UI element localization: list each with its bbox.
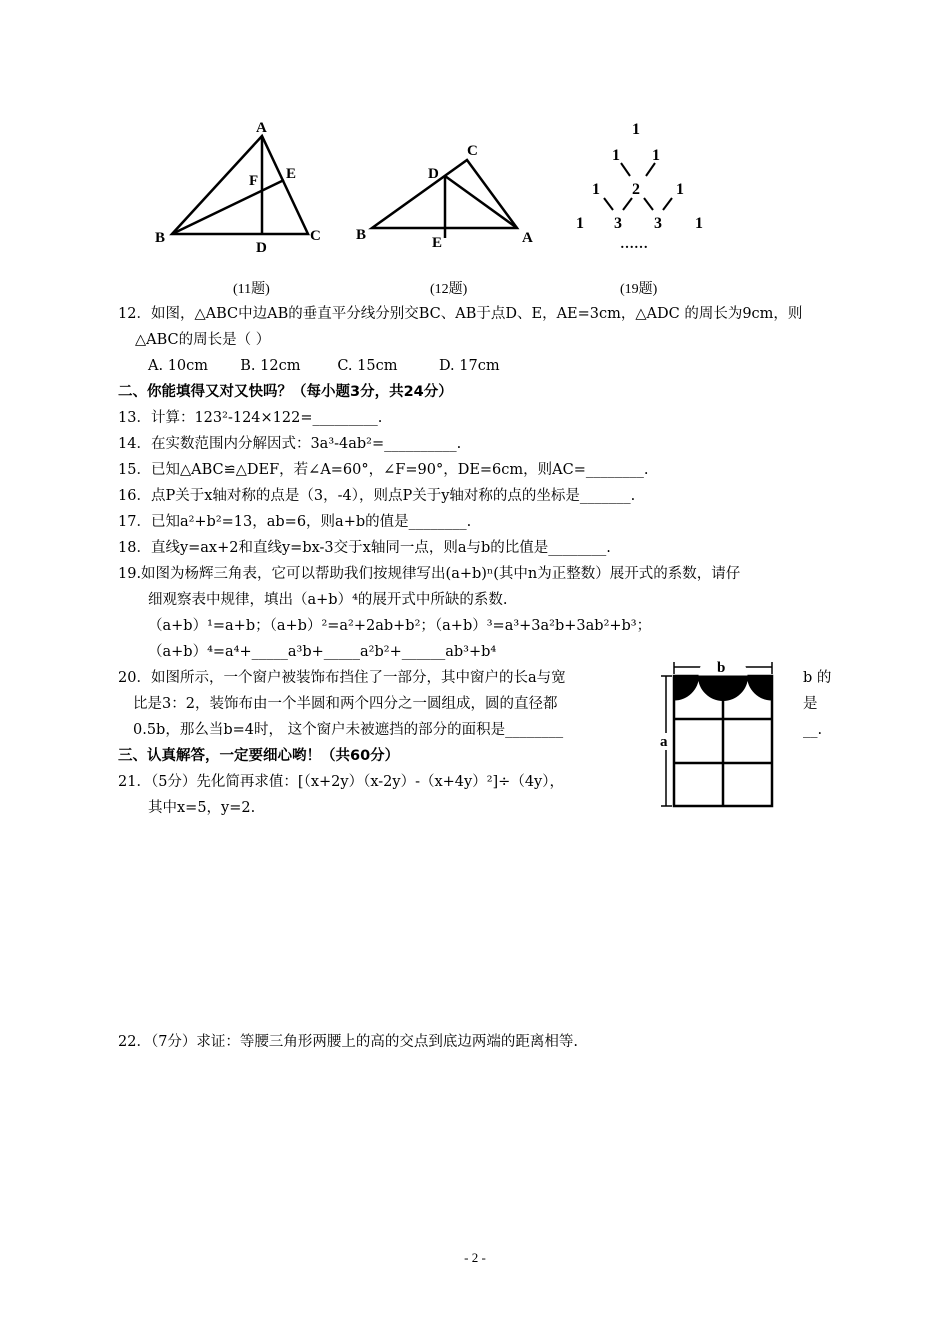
figure-12 [352,138,542,253]
q20-line1: 20．如图所示，一个窗户被装饰布挡住了一部分，其中窗户的长a与宽 [118,670,566,686]
label-D: D [428,166,439,182]
label-B: B [356,227,367,243]
label-E: E [432,235,443,251]
yh-r3-c3: 1 [695,215,703,232]
q12-line1: 12．如图，△ABC中边AB的垂直平分线分别交BC、AB于点D、E，AE=3cm，△ADC 的周长为9cm，则 [118,306,803,322]
label-B: B [155,230,166,246]
caption-19: (19题) [620,282,658,297]
label-E: E [286,166,297,182]
q19-line4: （a+b）⁴=a⁴+_____a³b+_____a²b²+______ab³+b⁴ [148,644,497,660]
yh-ellipsis: …… [620,237,648,252]
q19-line1: 19.如图为杨辉三角表，它可以帮助我们按规律写出(a+b)ⁿ(其中n为正整数）展开式的系数，请仔 [118,566,741,582]
page-number: - 2 - [464,1250,486,1265]
q19-line2: 细观察表中规律，填出（a+b）⁴的展开式中所缺的系数. [148,592,508,608]
yh-r3-c0: 1 [576,215,584,232]
label-b: b [717,660,726,676]
q21-line2: 其中x=5，y=2. [148,800,256,816]
q16: 16．点P关于x轴对称的点是（3，-4），则点P关于y轴对称的点的坐标是_______. [118,488,636,504]
yh-r3-c2: 3 [654,215,662,232]
q20-line2: 比是3：2，装饰布由一个半圆和两个四分之一圆组成，圆的直径都 [133,696,558,712]
q12-line2: △ABC的周长是（ ） [135,332,271,348]
section-3-heading: 三、认真解答，一定要细心哟！（共60分） [118,748,400,764]
q17: 17．已知a²+b²=13，ab=6，则a+b的值是________. [118,514,472,530]
caption-12: (12题) [430,282,468,297]
q13: 13．计算：123²-124×122=_________. [118,410,383,426]
q15: 15．已知△ABC≌△DEF，若∠A=60°，∠F=90°，DE=6cm，则AC=________. [118,462,649,478]
q12-options: A. 10cm B. 12cm C. 15cm D. 17cm [148,358,500,374]
label-a: a [660,734,668,750]
caption-11: (11题) [233,282,270,297]
q20-line2-tail: 是 [803,696,818,712]
yh-r2-c0: 1 [592,181,600,198]
q22: 22．（7分）求证：等腰三角形两腰上的高的交点到底边两端的距离相等. [118,1034,579,1050]
label-C: C [467,143,478,159]
label-A: A [256,120,267,136]
yh-r1-c0: 1 [612,147,620,164]
label-F: F [249,173,259,189]
q14: 14．在实数范围内分解因式：3a³-4ab²=__________. [118,436,462,452]
yh-r0-c0: 1 [632,121,640,138]
q21-line1: 21．（5分）先化简再求值：[（x+2y）（x-2y）-（x+4y）²]÷（4y）， [118,774,564,790]
q20-line3: 0.5b，那么当b=4时， 这个窗户未被遮挡的部分的面积是________ [133,722,564,738]
yh-r2-c2: 1 [676,181,684,198]
label-D: D [256,240,267,256]
q20-line3-tail: __. [803,722,823,738]
label-A: A [522,230,533,246]
q20-line1-tail: b 的 [803,670,832,686]
q19-line3: （a+b）¹=a+b；（a+b）²=a²+2ab+b²；（a+b）³=a³+3a²b+3ab²+b³； [148,618,652,634]
figure-20-window [656,658,781,813]
figure-11 [150,118,340,258]
yh-r3-c1: 3 [614,215,622,232]
figure-19-triangle [568,118,718,258]
yh-r1-c1: 1 [652,147,660,164]
q18: 18．直线y=ax+2和直线y=bx-3交于x轴同一点，则a与b的比值是________. [118,540,611,556]
yh-r2-c1: 2 [632,181,640,198]
label-C: C [310,228,321,244]
section-2-heading: 二、你能填得又对又快吗？（每小题3分，共24分） [118,384,453,400]
